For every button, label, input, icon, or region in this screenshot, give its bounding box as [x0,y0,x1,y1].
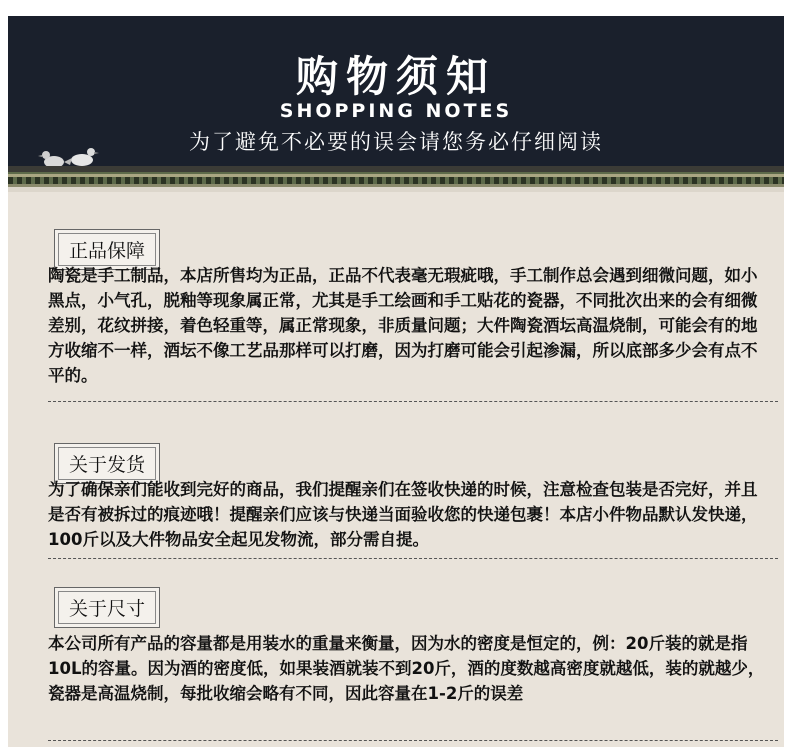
divider [48,740,778,741]
page-title: 购物须知 [295,52,496,101]
page-title-english: SHOPPING NOTES [279,100,513,122]
section-heading-size [54,587,160,628]
page-subtitle: 为了避免不必要的误会请您务必仔细阅读 [189,130,603,154]
divider [48,401,778,402]
section-body-size: 本公司所有产品的容量都是用装水的重量来衡量，因为水的密度是恒定的，例：20斤装的就是指10L的容量。因为酒的密度低，如果装酒就装不到20斤，酒的度数越高密度就越低，装的就越少，瓷器是高温烧制，每批收缩会略有不同，因此容量在1-2斤的误差 [48,634,765,703]
shopping-notes-page [8,16,784,747]
header-banner [8,16,784,184]
section-heading-label: 关于尺寸 [58,591,156,624]
section-heading-label: 关于发货 [58,447,156,480]
divider [48,558,778,559]
section-body-authentic: 陶瓷是手工制品，本店所售均为正品，正品不代表毫无瑕疵哦，手工制作总会遇到细微问题，如小黑点，小气孔，脱釉等现象属正常，尤其是手工绘画和手工贴花的瓷器，不同批次出来的会有细微差别，花纹拼接，着色轻重等，属正常现象，非质量问题；大件陶瓷酒坛高温烧制，可能会有的地方收缩不一样，酒坛不像工艺品那样可以打磨，因为打磨可能会引起渗漏，所以底部多少会有点不平的。 [48,266,758,385]
section-heading-label: 正品保障 [58,233,156,266]
section-body-shipping: 为了确保亲们能收到完好的商品，我们提醒亲们在签收快递的时候，注意检查包装是否完好，并且是否有被拆过的痕迹哦！提醒亲们应该与快递当面验收您的快递包裹！本店小件物品默认发快递，100斤以及大件物品安全起见发物流，部分需自提。 [48,480,758,549]
roof-tiles-decoration [8,166,784,192]
